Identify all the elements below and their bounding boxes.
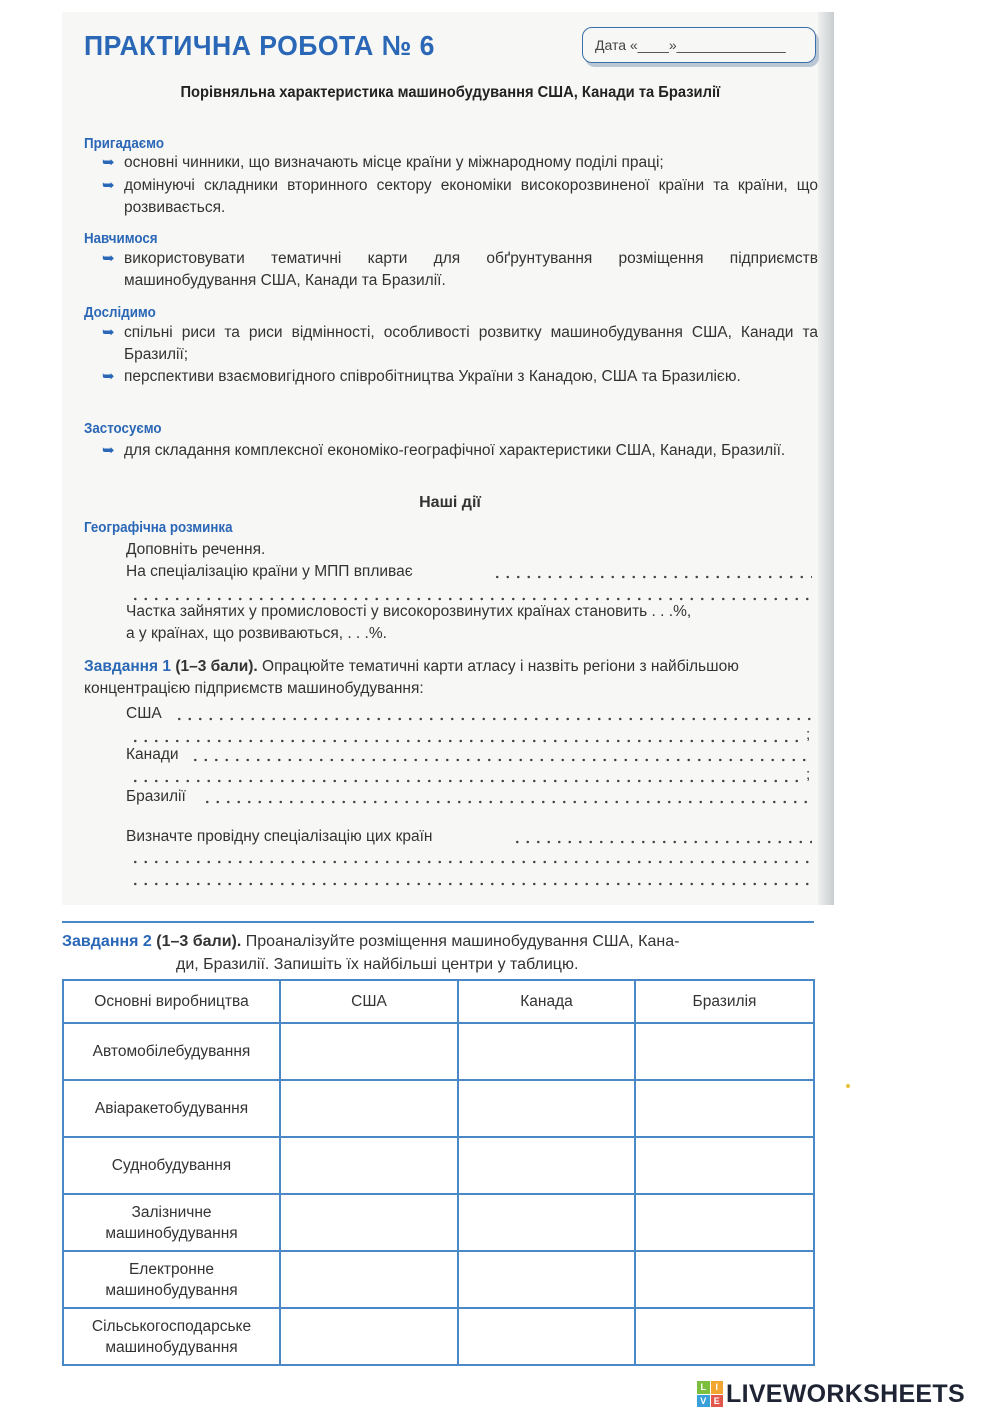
page-subtitle: Порівняльна характеристика машинобудування США, Канади та Бразилії [180,84,720,101]
column-header: США [280,980,458,1023]
warmup-question: На спеціалізацію країни у МПП впливає [126,563,413,580]
answer-line[interactable] [130,779,806,783]
row-label: Авіаракетобудування [63,1080,280,1137]
answer-line[interactable] [130,860,812,864]
table-row [63,1137,814,1194]
task1-canada-label: Канади [126,746,179,763]
answer-cell[interactable] [280,1080,458,1137]
semicolon: ; [806,766,811,783]
table-row [63,1308,814,1365]
answer-cell[interactable] [458,1023,635,1080]
section-heading-recall: Пригадаємо [84,136,165,152]
table-row [63,1251,814,1308]
answer-cell[interactable] [280,1137,458,1194]
arrow-icon: ➥ [102,324,115,341]
task2-points: (1–3 бали). [156,933,242,950]
list-item: ➥ спільні риси та риси відмінності, особливості розвитку машинобудування США, Канади та Бразилії; [102,324,818,363]
answer-cell[interactable] [280,1023,458,1080]
answer-line[interactable] [130,597,812,601]
answer-line[interactable] [202,800,812,804]
semicolon: ; [806,726,811,743]
page-edge-shadow [818,12,834,905]
answer-cell[interactable] [280,1194,458,1251]
answer-cell[interactable] [635,1194,814,1251]
table-row [63,1023,814,1080]
logo-text: LIVEWORKSHEETS [726,1379,965,1408]
warmup-share-developed: Частка зайнятих у промисловості у високорозвинутих країнах становить . . .%, [126,603,692,620]
arrow-icon: ➥ [102,154,115,171]
logo-icon: L I V E [697,1381,723,1407]
list-item: ➥ використовувати тематичні карти для обґрунтування розміщення підприємств машинобудування США, Канади та Бразилії. [102,250,818,289]
page-title: ПРАКТИЧНА РОБОТА № 6 [84,30,435,61]
row-label: Сільськогосподарське машинобудування [63,1308,280,1365]
section-heading-warmup: Географічна розминка [84,520,233,536]
task2-label: Завдання 2 [62,933,152,950]
column-header: Бразилія [635,980,814,1023]
answer-cell[interactable] [635,1308,814,1365]
section-heading-research: Дослідимо [84,305,156,321]
arrow-icon: ➥ [102,250,115,267]
task1-usa-label: США [126,705,162,722]
answer-cell[interactable] [458,1137,635,1194]
answer-cell[interactable] [458,1308,635,1365]
task1-points: (1–3 бали). [175,658,258,675]
task1-brazil-label: Бразилії [126,788,186,805]
row-label: Суднобудування [63,1137,280,1194]
list-item: ➥ для складання комплексної економіко-географічної характеристики США, Канади, Бразилії. [102,440,818,462]
row-label: Електронне машинобудування [63,1251,280,1308]
answer-cell[interactable] [458,1194,635,1251]
list-item: ➥ перспективи взаємовигідного співробітництва України з Канадою, США та Бразилією. [102,366,818,388]
answer-cell[interactable] [635,1080,814,1137]
table-row [63,1194,814,1251]
task1-label: Завдання 1 [84,658,172,675]
answer-cell[interactable] [280,1251,458,1308]
answer-cell[interactable] [635,1137,814,1194]
divider [62,921,814,923]
answer-cell[interactable] [635,1251,814,1308]
section-heading-apply: Застосуємо [84,421,162,437]
answer-line[interactable] [130,882,812,886]
task1-specialization: Визначте провідну спеціалізацію цих країн [126,828,433,845]
task1-text: Завдання 1 (1–3 бали). Опрацюйте тематичні карти атласу і назвіть регіони з найбільшою концентрацією підприємств машинобудування: [84,658,739,697]
row-label: Залізничне машинобудування [63,1194,280,1251]
list-item: ➥ домінуючі складники вторинного сектору економіки високорозвиненої країни та країни, що розвивається. [102,177,818,216]
liveworksheets-logo [697,1380,965,1408]
answer-line[interactable] [190,758,812,762]
machine-building-table [62,979,815,1366]
stray-mark [846,1084,850,1088]
arrow-icon: ➥ [102,368,115,385]
arrow-icon: ➥ [102,442,115,459]
section-heading-learn: Навчимося [84,231,158,247]
table-header-row [63,980,814,1023]
arrow-icon: ➥ [102,177,115,194]
list-item: ➥ основні чинники, що визначають місце країни у міжнародному поділі праці; [102,152,818,174]
warmup-share-developing: а у країнах, що розвиваються, . . .%. [126,625,387,642]
answer-line[interactable] [174,717,812,721]
our-actions-heading: Наші дії [419,494,481,511]
answer-cell[interactable] [458,1251,635,1308]
answer-cell[interactable] [635,1023,814,1080]
table-row [63,1080,814,1137]
column-header: Основні виробництва [63,980,280,1023]
warmup-instruction: Доповніть речення. [126,541,266,558]
column-header: Канада [458,980,635,1023]
answer-line[interactable] [492,575,812,579]
answer-line[interactable] [512,840,812,844]
task2-text: Завдання 2 (1–3 бали). Проаналізуйте розміщення машинобудування США, Кана- ди, Бразилії. Запишіть їх найбільші центри у таблицю. [62,933,680,973]
answer-cell[interactable] [458,1080,635,1137]
row-label: Автомобілебудування [63,1023,280,1080]
date-field: Дата «____»______________ [582,27,816,63]
answer-line[interactable] [130,739,806,743]
answer-cell[interactable] [280,1308,458,1365]
